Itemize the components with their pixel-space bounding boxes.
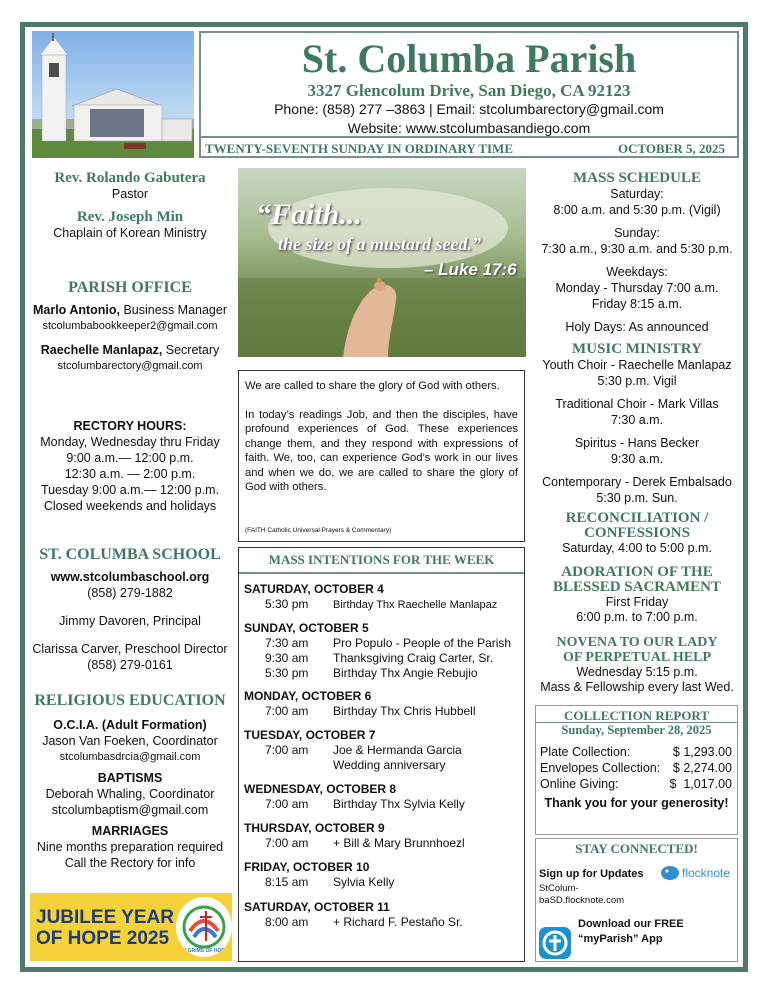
parish-office-heading: PARISH OFFICE [68,279,192,296]
intentions-heading: MASS INTENTIONS FOR THE WEEK [268,552,495,567]
phone-email: Phone: (858) 277 –3863 | Email: stcolumbarectory@gmail.com [274,101,664,117]
flocknote-url-line: StColum- [539,883,579,894]
flocknote-name: flocknote [682,866,731,880]
intention-entry [265,636,511,650]
schedule-wk2: Friday 8:15 a.m. [591,297,683,311]
jubilee-seal [176,897,232,957]
pastor-role: Pastor [111,187,149,201]
reconciliation-time: Saturday, 4:00 to 5:00 p.m. [562,541,712,555]
collection-heading: COLLECTION REPORT [563,708,710,723]
parish-title: St. Columba Parish [301,36,637,81]
intention-text: Birthday Thx Angie Rebujio [333,666,478,680]
preschool-phone: (858) 279-0161 [87,658,173,672]
signup-label: Sign up for Updates [539,868,644,880]
novena-heading2: OF PERPETUAL HELP [562,650,712,665]
music-time: 9:30 a.m. [610,452,664,466]
app-promo [578,917,684,947]
banner-line3: – Luke 17:6 [424,260,517,279]
music-group: Contemporary - Derek Embalsado [542,475,732,489]
church-photo [32,31,194,158]
bulletin-date: OCTOBER 5, 2025 [617,141,725,156]
intention-entry [265,743,462,757]
intention-time: 7:00 am [265,743,309,757]
intention-entry [265,875,394,889]
intention-text: Thanksgiving Craig Carter, Sr. [333,651,494,665]
intention-time: 7:00 am [265,797,309,811]
banner-line2: the size of a mustard seed.” [278,234,482,254]
collection-date: Sunday, September 28, 2025 [536,722,737,738]
reconciliation-heading1: RECONCILIATION / [565,510,709,526]
flocknote-url[interactable] [539,883,624,907]
pastor-name: Rev. Rolando Gabutera [54,170,206,186]
religious-ed-section [30,693,230,871]
collection-row [540,760,732,776]
collection-label: Online Giving: [540,777,619,791]
chaplain-role: Chaplain of Korean Ministry [53,226,207,240]
intention-entry [265,797,465,811]
collection-thanks: Thank you for your generosity! [544,796,729,810]
novena-section [535,635,739,695]
music-time: 5:30 p.m. Sun. [596,491,678,505]
jubilee-banner [30,893,232,961]
schedule-sat-label: Saturday: [610,187,664,201]
intention-entry [265,651,493,665]
collection-report [535,705,738,835]
intention-time: 9:30 am [265,651,309,665]
marriages-line: Call the Rectory for info [64,856,196,870]
app-promo-line: “myParish” App [578,933,663,945]
intention-time: 8:00 am [265,915,309,929]
connect-heading: STAY CONNECTED! [575,841,698,856]
intention-time: 5:30 pm [265,666,309,680]
parish-contact [201,100,737,138]
flocknote-url-line: baSD.flocknote.com [539,895,625,906]
rectory-hours-line: Closed weekends and holidays [43,499,217,513]
collection-row [540,776,732,792]
staff-email: stcolumbabookkeeper2@gmail.com [42,320,218,332]
novena-time: Wednesday 5:15 p.m. [576,665,698,679]
intention-entry [265,758,446,772]
rectory-hours [30,418,230,514]
baptisms-title: BAPTISMS [97,771,163,785]
liturgical-sunday: TWENTY-SEVENTH SUNDAY IN ORDINARY TIME [205,141,513,156]
mass-intentions-box [238,547,525,962]
ocia-title: O.C.I.A. (Adult Formation) [53,718,207,732]
intention-time: 8:15 am [265,875,309,889]
flocknote-logo [660,865,730,881]
intention-day: SATURDAY, OCTOBER 11 [244,900,390,914]
reflection-source: (FAITH Catholic Universal Prayers & Commentary) [245,527,392,534]
collection-value: $ 1,293.00 [672,745,732,759]
schedule-wk1: Monday - Thursday 7:00 a.m. [555,281,719,295]
school-heading: ST. COLUMBA SCHOOL [39,546,221,563]
baptisms-person: Deborah Whaling, Coordinator [45,787,215,801]
intention-text: Birthday Thx Chris Hubbell [333,704,476,718]
intention-entry [265,915,463,929]
chaplain-name: Rev. Joseph Min [76,209,184,225]
liturgical-bar [201,136,737,156]
staff-name: Marlo Antonio, [32,303,120,317]
intention-text: Birthday Thx Sylvia Kelly [333,797,465,811]
jubilee-seal-text: PILGRIMS OF HOPE [179,948,229,954]
adoration-day: First Friday [605,595,669,609]
music-group: Traditional Choir - Mark Villas [555,397,719,411]
flocknote-bird-icon [660,865,680,881]
reconciliation-heading2: CONFESSIONS [584,525,690,541]
adoration-time: 6:00 p.m. to 7:00 p.m. [576,610,698,624]
intention-entry [265,836,465,850]
ocia-person: Jason Van Foeken, Coordinator [42,734,218,748]
intention-text: Sylvia Kelly [333,875,395,889]
schedule-sun: 7:30 a.m., 9:30 a.m. and 5:30 p.m. [541,242,733,256]
collection-row [540,744,732,760]
intention-text: + Bill & Mary Brunnhoezl [333,836,465,850]
adoration-section [535,565,739,625]
rectory-hours-line: Tuesday 9:00 a.m.— 12:00 p.m. [40,483,220,497]
staff-role: Secretary [162,343,220,357]
intention-entry [265,704,476,718]
reflection-box [238,370,525,542]
preschool-director: Clarissa Carver, Preschool Director [32,642,228,656]
rectory-hours-heading: RECTORY HOURS: [73,419,187,433]
staff-name: Raechelle Manlapaz, [40,343,163,357]
intention-time: 7:00 am [265,836,309,850]
religious-ed-heading: RELIGIOUS EDUCATION [34,692,226,709]
novena-note: Mass & Fellowship every last Wed. [540,680,734,694]
collection-value: $ 1,017.00 [669,777,732,791]
schedule-sat: 8:00 a.m. and 5:30 p.m. (Vigil) [553,203,721,217]
music-heading: MUSIC MINISTRY [572,341,702,357]
schedule-holy: Holy Days: As announced [565,320,709,334]
school-principal: Jimmy Davoren, Principal [59,614,201,628]
intention-text: Joe & Hermanda Garcia [333,743,462,757]
school-website: www.stcolumbaschool.org [50,570,210,584]
adoration-heading1: ADORATION OF THE [561,564,713,580]
school-phone: (858) 279-1882 [87,586,173,600]
jubilee-line1: JUBILEE YEAR [36,907,174,928]
schedule-sun-label: Sunday: [614,226,660,240]
staff-role: Business Manager [120,303,228,317]
header-box [199,31,739,158]
collection-label: Plate Collection: [540,745,631,759]
jubilee-line2: OF HOPE 2025 [36,928,170,949]
parish-office-section [30,280,230,374]
intention-text: + Richard F. Pestaño Sr. [333,915,463,929]
collection-label: Envelopes Collection: [540,761,661,775]
baptisms-email: stcolumbaptism@gmail.com [51,803,209,817]
intention-time: 7:30 am [265,636,309,650]
staff-email: stcolumbarectory@gmail.com [57,360,203,372]
intention-day: TUESDAY, OCTOBER 7 [244,728,376,742]
collection-value: $ 2,274.00 [672,761,732,775]
intention-entry [265,666,478,680]
marriages-line: Nine months preparation required [36,840,224,854]
mass-schedule-section [535,170,739,335]
music-time: 5:30 p.m. Vigil [597,374,677,388]
intention-text: Wedding anniversary [333,758,446,772]
rectory-hours-line: 12:30 a.m. — 2:00 p.m. [64,467,196,481]
rectory-hours-line: 9:00 a.m.— 12:00 p.m. [66,451,194,465]
stay-connected [535,838,738,962]
adoration-heading2: BLESSED SACRAMENT [553,579,721,595]
intention-day: MONDAY, OCTOBER 6 [244,689,372,703]
music-time: 7:30 a.m. [610,413,664,427]
rectory-hours-line: Monday, Wednesday thru Friday [40,435,220,449]
reconciliation-section [535,511,739,556]
schedule-wk-label: Weekdays: [606,265,668,279]
school-section [30,547,230,673]
intention-time: 5:30 pm [265,597,309,611]
intentions-divider [239,572,524,574]
clergy-section [30,170,230,241]
marriages-title: MARRIAGES [91,824,169,838]
intention-day: FRIDAY, OCTOBER 10 [244,860,370,874]
intention-text: Pro Populo - People of the Parish [333,636,512,650]
mass-schedule-heading: MASS SCHEDULE [573,170,701,186]
app-promo-line: Download our FREE [578,918,684,930]
reflection-p1: We are called to share the glory of God with others. [245,380,500,392]
music-group: Spiritus - Hans Becker [574,436,700,450]
myparish-app-icon[interactable] [539,927,571,959]
website: Website: www.stcolumbasandiego.com [347,120,591,136]
intention-day: SATURDAY, OCTOBER 4 [244,582,384,596]
intention-day: SUNDAY, OCTOBER 5 [244,621,369,635]
music-ministry-section [535,341,739,506]
reflection-p2: In today’s readings Job, and then the disciples, have profound experiences of God. These experiences change them, and they respond with expressions of faith. We, too, can experience God’s work in our lives and when we do, we are called to share the glory of God with others. [245,408,518,493]
parish-address: 3327 Glencolum Drive, San Diego, CA 92123 [307,81,631,100]
intention-text: Birthday Thx Raechelle Manlapaz [333,599,498,611]
banner-line1: “Faith... [256,198,362,231]
intention-day: WEDNESDAY, OCTOBER 8 [244,782,397,796]
mustard-seed-banner [238,168,526,357]
ocia-email: stcolumbasdrcia@gmail.com [59,751,201,763]
intention-entry [265,597,497,611]
novena-heading1: NOVENA TO OUR LADY [556,635,718,650]
music-group: Youth Choir - Raechelle Manlapaz [542,358,732,372]
intention-time: 7:00 am [265,704,309,718]
intention-day: THURSDAY, OCTOBER 9 [244,821,385,835]
